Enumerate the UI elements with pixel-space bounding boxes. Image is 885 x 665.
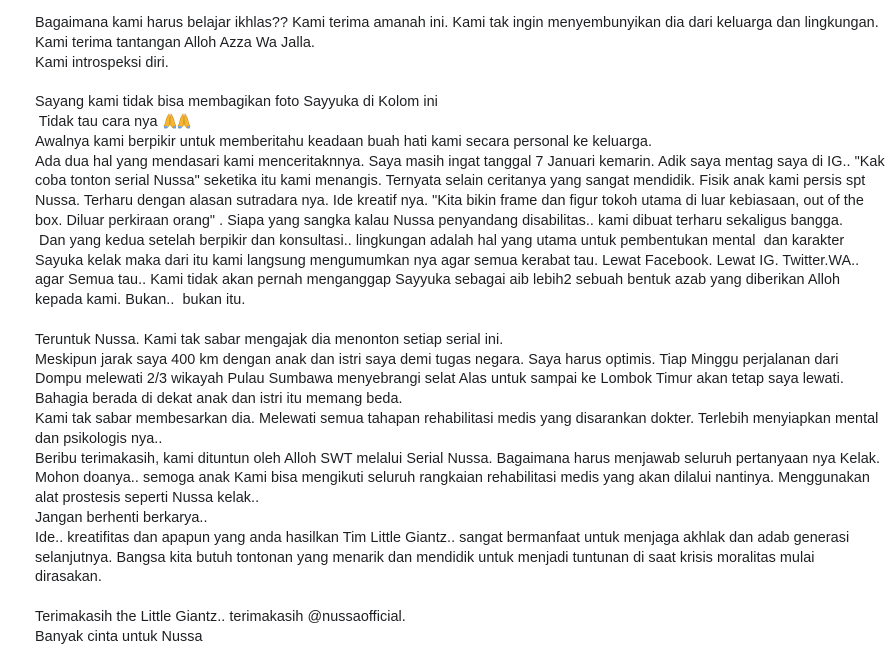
paragraph-gap bbox=[35, 73, 870, 93]
post-line: Dan yang kedua setelah berpikir dan konsultasi.. lingkungan adalah hal yang utama untuk pembentukan mental dan karakter bbox=[35, 232, 845, 249]
post-line: Nussa. Terharu dengan alasan sutradara nya. Ide kreatif nya. "Kita bikin frame dan figur tokoh utama di luar kebiasaan, out of the bbox=[35, 193, 864, 210]
post-body bbox=[35, 14, 885, 648]
paragraph-gap bbox=[35, 311, 870, 331]
post-line: Awalnya kami berpikir untuk memberitahu keadaan buah hati kami secara personal ke keluarga. bbox=[35, 133, 653, 150]
post-line: Beribu terimakasih, kami dituntun oleh Alloh SWT melalui Serial Nussa. Bagaimana harus menjawab seluruh pertanyaan nya Kelak. bbox=[35, 450, 881, 467]
post-line: agar Semua tau.. Kami tidak akan pernah menganggap Sayyuka sebagai aib lebih2 sebuah bentuk azab yang diberikan Alloh bbox=[35, 272, 841, 289]
post-line: Kami tak sabar membesarkan dia. Melewati semua tahapan rehabilitasi medis yang disarankan dokter. Terlebih menyiapkan mental bbox=[35, 410, 879, 427]
post-line: Dompu melewati 2/3 wikayah Pulau Sumbawa menyebrangi selat Alas untuk sampai ke Lombok Timur akan tetap saya lewati. bbox=[35, 371, 844, 388]
post-line: Bahagia berada di dekat anak dan istri itu memang beda. bbox=[35, 391, 403, 408]
post-line: Ide.. kreatifitas dan apapun yang anda hasilkan Tim Little Giantz.. sangat bermanfaat untuk menjaga akhlak dan adab generasi bbox=[35, 529, 850, 546]
post-line: dirasakan. bbox=[35, 569, 102, 586]
post-line: box. Diluar perkiraan orang" . Siapa yang sangka kalau Nussa penyandang disabilitas.. kami dibuat terharu sekaligus bangga. bbox=[35, 212, 844, 229]
post-line: Mohon doanya.. semoga anak Kami bisa mengikuti seluruh rangkaian rehabilitasi medis yang akan dilalui nantinya. Menggunakan bbox=[35, 470, 870, 487]
post-line: Kami terima tantangan Alloh Azza Wa Jalla. bbox=[35, 34, 315, 51]
post-line: Ada dua hal yang mendasari kami menceritaknnya. Saya masih ingat tanggal 7 Januari kemarin. Adik saya mentag saya di IG.. "Kak bbox=[35, 153, 885, 170]
post-line: Sayang kami tidak bisa membagikan foto Sayyuka di Kolom ini bbox=[35, 94, 438, 111]
post-line: alat prostesis seperti Nussa kelak.. bbox=[35, 490, 260, 507]
post-line: Sayuka kelak maka dari itu kami langsung mengumumkan nya agar semua kerabat tau. Lewat Facebook. Lewat IG. Twitter.WA.. bbox=[35, 252, 860, 269]
post-line: Meskipun jarak saya 400 km dengan anak dan istri saya demi tugas negara. Saya harus optimis. Tiap Minggu perjalanan dari bbox=[35, 351, 839, 368]
post-line: selanjutnya. Bangsa kita butuh tontonan yang menarik dan mendidik untuk menjadi tuntunan di saat krisis moralitas mulai bbox=[35, 549, 815, 566]
paragraph-gap bbox=[35, 588, 870, 608]
post-line: Kami introspeksi diri. bbox=[35, 54, 169, 71]
post-line: Jangan berhenti berkarya.. bbox=[35, 509, 208, 526]
post-line bbox=[35, 113, 870, 133]
post-line: Banyak cinta untuk Nussa bbox=[35, 628, 203, 645]
post-line: kepada kami. Bukan.. bukan itu. bbox=[35, 292, 246, 309]
post-line: coba tonton serial Nussa" seketika itu kami menangis. Ternyata selain ceritanya yang sangat mendidik. Fisik anak kami persis spt bbox=[35, 173, 866, 190]
post-line: dan psikologis nya.. bbox=[35, 430, 163, 447]
post-line-text: Tidak tau cara nya bbox=[35, 113, 162, 130]
post-line: Teruntuk Nussa. Kami tak sabar mengajak dia menonton setiap serial ini. bbox=[35, 331, 504, 348]
post-line: Terimakasih the Little Giantz.. terimakasih @nussaofficial. bbox=[35, 608, 406, 625]
post-line: Bagaimana kami harus belajar ikhlas?? Kami terima amanah ini. Kami tak ingin menyembunyikan dia dari keluarga dan lingkungan. bbox=[35, 15, 879, 31]
